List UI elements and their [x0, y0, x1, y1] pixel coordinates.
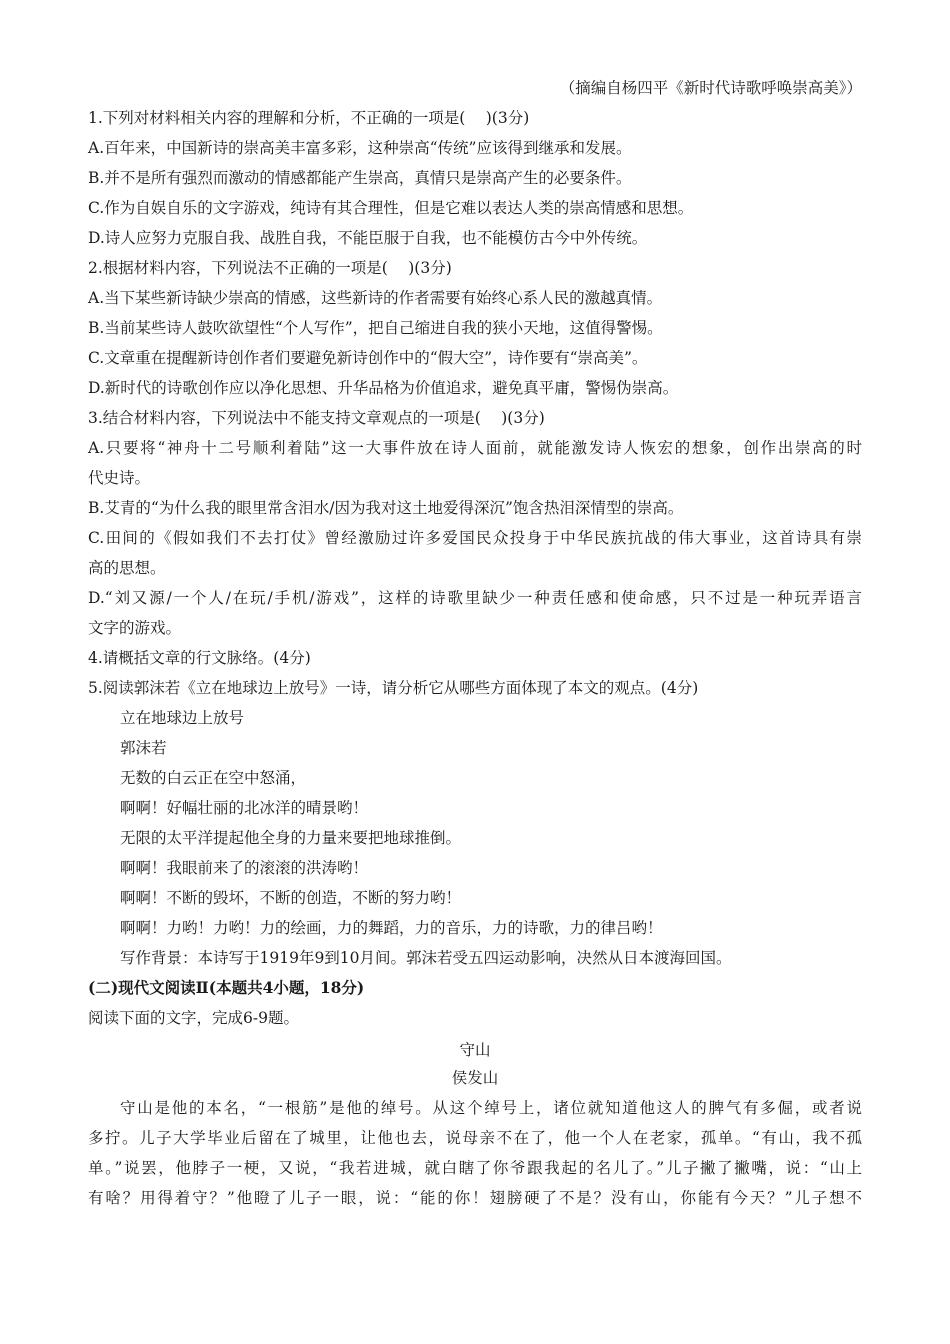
poem-line: 无数的白云正在空中怒涌， [120, 769, 307, 787]
question-1-option-a: A.百年来，中国新诗的崇高美丰富多彩，这种崇高“传统”应该得到继承和发展。 [88, 139, 632, 157]
question-1-option-c: C.作为自娱自乐的文字游戏，纯诗有其合理性，但是它难以表达人类的崇高情感和思想。 [88, 199, 694, 217]
poem-author: 郭沫若 [120, 739, 167, 757]
story-paragraph-line: 单。”说罢，他脖子一梗，又说，“我若进城，就白瞎了你爷跟我起的名儿了。”儿子撇了撇嘴，说：“山上 [88, 1159, 862, 1177]
question-4-stem: 4.请概括文章的行文脉络。(4分) [88, 649, 311, 667]
question-5-stem: 5.阅读郭沫若《立在地球边上放号》一诗，请分析它从哪些方面体现了本文的观点。(4分) [88, 679, 699, 697]
poem-line: 啊啊！不断的毁坏，不断的创造，不断的努力哟！ [120, 889, 462, 907]
question-3-option-a-line-2: 代史诗。 [88, 469, 151, 487]
poem-line: 啊啊！好幅壮丽的北冰洋的晴景哟！ [120, 799, 369, 817]
question-2-option-a: A.当下某些新诗缺少崇高的情感，这些新诗的作者需要有始终心系人民的激越真情。 [88, 289, 663, 307]
poem-line: 啊啊！力哟！力哟！力的绘画，力的舞蹈，力的音乐，力的诗歌，力的律吕哟！ [120, 919, 663, 937]
story-author: 侯发山 [451, 1069, 499, 1087]
question-3-option-a-line-1: A.只要将“神舟十二号顺利着陆”这一大事件放在诗人面前，就能激发诗人恢宏的想象，创作出崇高的时 [88, 439, 862, 457]
question-1-option-b: B.并不是所有强烈而激动的情感都能产生崇高，真情只是崇高产生的必要条件。 [88, 169, 632, 187]
story-paragraph-line: 守山是他的本名，“一根筋”是他的绰号。从这个绰号上，诸位就知道他这人的脾气有多倔，或者说 [120, 1099, 862, 1117]
reading-instruction: 阅读下面的文字，完成6-9题。 [88, 1009, 299, 1027]
poem-title: 立在地球边上放号 [120, 709, 245, 727]
question-2-option-c: C.文章重在提醒新诗创作者们要避免新诗创作中的“假大空”，诗作要有“崇高美”。 [88, 349, 648, 367]
question-2-option-d: D.新时代的诗歌创作应以净化思想、升华品格为价值追求，避免真平庸，警惕伪崇高。 [88, 379, 679, 397]
story-title: 守山 [459, 1041, 491, 1059]
question-2-option-b: B.当前某些诗人鼓吹欲望性“个人写作”，把自己缩进自我的狭小天地，这值得警惕。 [88, 319, 663, 337]
question-3-option-b: B.艾青的“为什么我的眼里常含泪水/因为我对这土地爱得深沉”饱含热泪深情型的崇高。 [88, 499, 684, 517]
poem-line: 无限的太平洋提起他全身的力量来要把地球推倒。 [120, 829, 462, 847]
story-paragraph-line: 多拧。儿子大学毕业后留在了城里，让他也去，说母亲不在了，他一个人在老家，孤单。“有山，我不孤 [88, 1129, 862, 1147]
question-1-stem: 1.下列对材料相关内容的理解和分析，不正确的一项是( )(3分) [88, 109, 530, 127]
question-3-option-c-line-2: 高的思想。 [88, 559, 166, 577]
source-note: （摘编自杨四平《新时代诗歌呼唤崇高美》） [559, 79, 862, 97]
poem-line: 啊啊！我眼前来了的滚滚的洪涛哟！ [120, 859, 369, 877]
question-2-stem: 2.根据材料内容，下列说法不正确的一项是( )(3分) [88, 259, 452, 277]
section-heading: (二)现代文阅读Ⅱ(本题共4小题，18分) [88, 978, 365, 997]
question-3-option-d-line-2: 文字的游戏。 [88, 619, 182, 637]
question-1-option-d: D.诗人应努力克服自我、战胜自我，不能臣服于自我，也不能模仿古今中外传统。 [88, 229, 648, 247]
poem-background: 写作背景：本诗写于1919年9到10月间。郭沫若受五四运动影响，决然从日本渡海回国。 [120, 949, 732, 967]
question-3-stem: 3.结合材料内容，下列说法中不能支持文章观点的一项是( )(3分) [88, 409, 545, 427]
question-3-option-d-line-1: D.“刘又源/一个人/在玩/手机/游戏”，这样的诗歌里缺少一种责任感和使命感，只不过是一种玩弄语言 [88, 589, 862, 607]
story-paragraph-line: 有啥？用得着守？”他瞪了儿子一眼，说：“能的你！翅膀硬了不是？没有山，你能有今天？”儿子想不 [88, 1189, 862, 1207]
question-3-option-c-line-1: C.田间的《假如我们不去打仗》曾经激励过许多爱国民众投身于中华民族抗战的伟大事业，这首诗具有崇 [88, 529, 862, 547]
